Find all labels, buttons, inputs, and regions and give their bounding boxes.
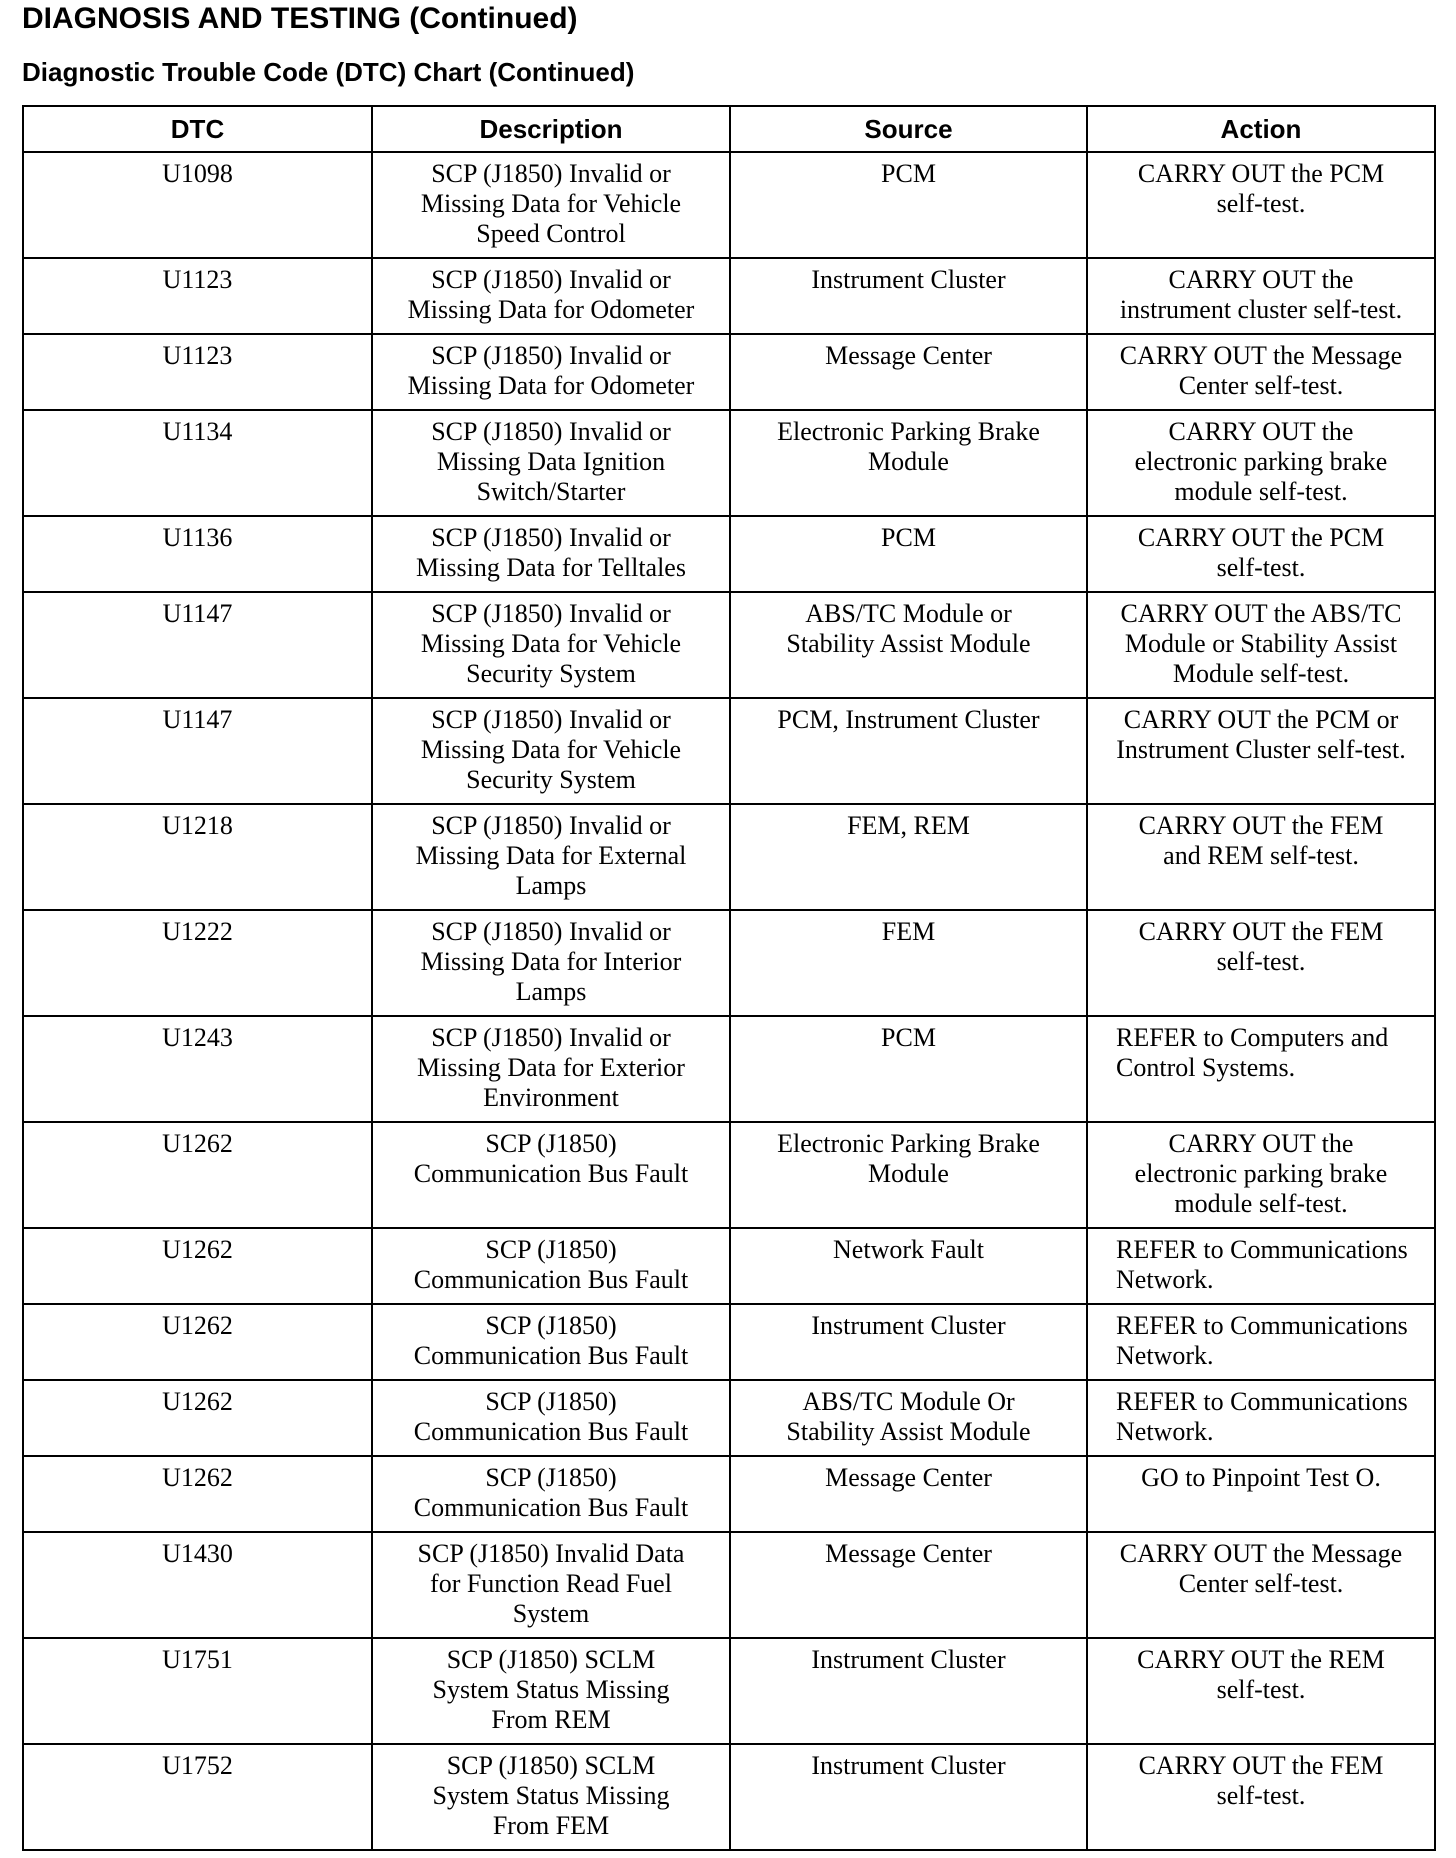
- table-row: [23, 1228, 1435, 1304]
- description-cell: SCP (J1850) Communication Bus Fault: [372, 1456, 730, 1532]
- action-cell: CARRY OUT the instrument cluster self-test.: [1087, 258, 1435, 334]
- source-cell: PCM: [730, 516, 1087, 592]
- description-cell: SCP (J1850) Invalid or Missing Data for Exterior Environment: [372, 1016, 730, 1122]
- source-cell: FEM, REM: [730, 804, 1087, 910]
- source-cell: Electronic Parking Brake Module: [730, 1122, 1087, 1228]
- dtc-cell: U1134: [23, 410, 372, 516]
- action-cell: CARRY OUT the FEM self-test.: [1087, 910, 1435, 1016]
- table-row: [23, 1638, 1435, 1744]
- description-cell: SCP (J1850) SCLM System Status Missing From REM: [372, 1638, 730, 1744]
- dtc-cell: U1751: [23, 1638, 372, 1744]
- source-cell: Instrument Cluster: [730, 1304, 1087, 1380]
- table-row: [23, 698, 1435, 804]
- table-row: [23, 258, 1435, 334]
- action-cell: REFER to Computers and Control Systems.: [1087, 1016, 1435, 1122]
- description-cell: SCP (J1850) Invalid or Missing Data for Vehicle Security System: [372, 592, 730, 698]
- source-cell: ABS/TC Module Or Stability Assist Module: [730, 1380, 1087, 1456]
- dtc-cell: U1123: [23, 258, 372, 334]
- description-cell: SCP (J1850) Invalid or Missing Data for Odometer: [372, 334, 730, 410]
- table-row: [23, 1744, 1435, 1850]
- action-cell: CARRY OUT the electronic parking brake module self-test.: [1087, 1122, 1435, 1228]
- description-cell: SCP (J1850) Invalid or Missing Data for Interior Lamps: [372, 910, 730, 1016]
- table-row: [23, 516, 1435, 592]
- source-cell: PCM, Instrument Cluster: [730, 698, 1087, 804]
- dtc-cell: U1222: [23, 910, 372, 1016]
- dtc-cell: U1123: [23, 334, 372, 410]
- description-cell: SCP (J1850) Invalid Data for Function Read Fuel System: [372, 1532, 730, 1638]
- table-row: [23, 334, 1435, 410]
- description-cell: SCP (J1850) SCLM System Status Missing From FEM: [372, 1744, 730, 1850]
- table-row: [23, 1532, 1435, 1638]
- page-heading: DIAGNOSIS AND TESTING (Continued): [22, 2, 578, 35]
- dtc-cell: U1136: [23, 516, 372, 592]
- table-row: [23, 1122, 1435, 1228]
- action-cell: CARRY OUT the PCM self-test.: [1087, 152, 1435, 258]
- dtc-cell: U1262: [23, 1228, 372, 1304]
- description-cell: SCP (J1850) Invalid or Missing Data for Telltales: [372, 516, 730, 592]
- action-cell: REFER to Communications Network.: [1087, 1228, 1435, 1304]
- source-cell: Message Center: [730, 334, 1087, 410]
- action-cell: CARRY OUT the Message Center self-test.: [1087, 1532, 1435, 1638]
- table-row: [23, 1380, 1435, 1456]
- source-cell: Instrument Cluster: [730, 258, 1087, 334]
- table-row: [23, 1304, 1435, 1380]
- description-cell: SCP (J1850) Invalid or Missing Data for Vehicle Speed Control: [372, 152, 730, 258]
- action-cell: CARRY OUT the PCM or Instrument Cluster self-test.: [1087, 698, 1435, 804]
- action-cell: CARRY OUT the FEM and REM self-test.: [1087, 804, 1435, 910]
- dtc-cell: U1147: [23, 698, 372, 804]
- column-header-source: Source: [730, 106, 1087, 152]
- section-heading: Diagnostic Trouble Code (DTC) Chart (Continued): [22, 57, 635, 87]
- table-row: [23, 592, 1435, 698]
- source-cell: ABS/TC Module or Stability Assist Module: [730, 592, 1087, 698]
- table-row: [23, 1016, 1435, 1122]
- column-header-action: Action: [1087, 106, 1435, 152]
- source-cell: PCM: [730, 1016, 1087, 1122]
- source-cell: Message Center: [730, 1532, 1087, 1638]
- action-cell: CARRY OUT the ABS/TC Module or Stability Assist Module self-test.: [1087, 592, 1435, 698]
- description-cell: SCP (J1850) Communication Bus Fault: [372, 1380, 730, 1456]
- dtc-cell: U1752: [23, 1744, 372, 1850]
- source-cell: FEM: [730, 910, 1087, 1016]
- dtc-cell: U1147: [23, 592, 372, 698]
- dtc-cell: U1430: [23, 1532, 372, 1638]
- source-cell: Instrument Cluster: [730, 1744, 1087, 1850]
- source-cell: Message Center: [730, 1456, 1087, 1532]
- description-cell: SCP (J1850) Invalid or Missing Data for Vehicle Security System: [372, 698, 730, 804]
- table-row: [23, 410, 1435, 516]
- dtc-cell: U1262: [23, 1456, 372, 1532]
- dtc-cell: U1262: [23, 1304, 372, 1380]
- description-cell: SCP (J1850) Invalid or Missing Data Ignition Switch/Starter: [372, 410, 730, 516]
- description-cell: SCP (J1850) Communication Bus Fault: [372, 1228, 730, 1304]
- column-header-dtc: DTC: [23, 106, 372, 152]
- action-cell: CARRY OUT the PCM self-test.: [1087, 516, 1435, 592]
- action-cell: REFER to Communications Network.: [1087, 1304, 1435, 1380]
- dtc-cell: U1218: [23, 804, 372, 910]
- action-cell: GO to Pinpoint Test O.: [1087, 1456, 1435, 1532]
- description-cell: SCP (J1850) Communication Bus Fault: [372, 1122, 730, 1228]
- source-cell: Instrument Cluster: [730, 1638, 1087, 1744]
- dtc-cell: U1098: [23, 152, 372, 258]
- table-row: [23, 1456, 1435, 1532]
- description-cell: SCP (J1850) Invalid or Missing Data for Odometer: [372, 258, 730, 334]
- dtc-chart-table: [22, 105, 1436, 1851]
- action-cell: CARRY OUT the REM self-test.: [1087, 1638, 1435, 1744]
- action-cell: CARRY OUT the FEM self-test.: [1087, 1744, 1435, 1850]
- table-row: [23, 910, 1435, 1016]
- action-cell: REFER to Communications Network.: [1087, 1380, 1435, 1456]
- source-cell: PCM: [730, 152, 1087, 258]
- table-header-row: [23, 106, 1435, 152]
- table-row: [23, 804, 1435, 910]
- description-cell: SCP (J1850) Communication Bus Fault: [372, 1304, 730, 1380]
- dtc-cell: U1243: [23, 1016, 372, 1122]
- action-cell: CARRY OUT the Message Center self-test.: [1087, 334, 1435, 410]
- source-cell: Electronic Parking Brake Module: [730, 410, 1087, 516]
- column-header-description: Description: [372, 106, 730, 152]
- action-cell: CARRY OUT the electronic parking brake module self-test.: [1087, 410, 1435, 516]
- description-cell: SCP (J1850) Invalid or Missing Data for External Lamps: [372, 804, 730, 910]
- source-cell: Network Fault: [730, 1228, 1087, 1304]
- dtc-cell: U1262: [23, 1122, 372, 1228]
- dtc-cell: U1262: [23, 1380, 372, 1456]
- table-row: [23, 152, 1435, 258]
